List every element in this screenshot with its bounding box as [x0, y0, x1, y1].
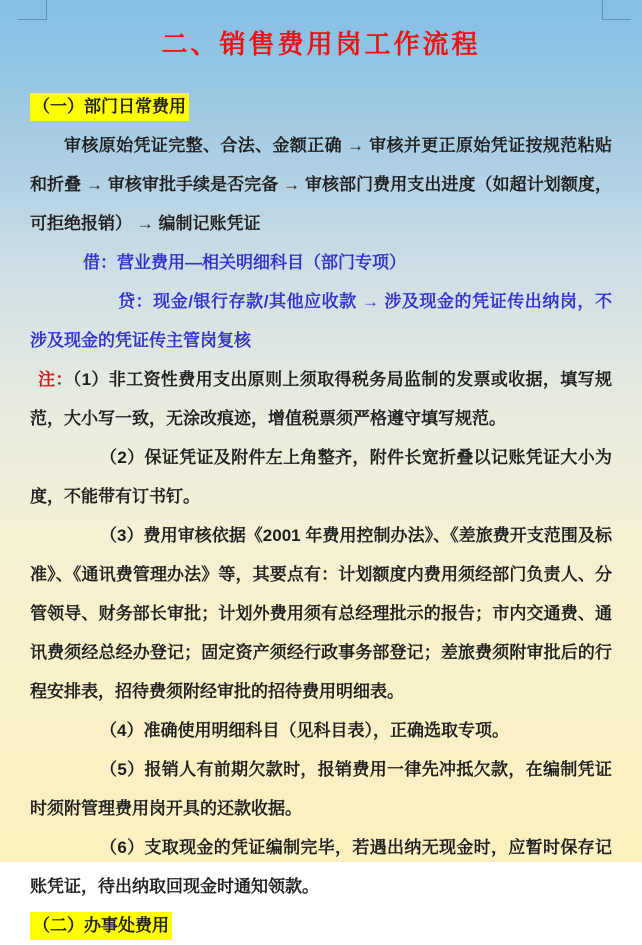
section-heading-1	[30, 87, 612, 126]
note-paragraph-6: （6）支取现金的凭证编制完毕，若遇出纳无现金时，应暂时保存记账凭证，待出纳取回现金时通知领款。	[30, 838, 612, 896]
section-heading-2-text: （二）办事处费用	[30, 912, 172, 940]
page-title: 二、销售费用岗工作流程	[161, 29, 481, 59]
section-heading-2	[30, 906, 612, 945]
note-paragraph-2: （2）保证凭证及附件左上角整齐，附件长宽折叠以记账凭证大小为度，不能带有订书钉。	[30, 448, 612, 506]
note-paragraph-4: （4）准确使用明细科目（见科目表），正确选取专项。	[100, 721, 509, 740]
debit-entry-line: 借：营业费用—相关明细科目（部门专项）	[83, 253, 406, 272]
note-paragraph-5: （5）报销人有前期欠款时，报销费用一律先冲抵欠款，在编制凭证时须附管理费用岗开具的还款收据。	[30, 760, 612, 818]
section-heading-1-text: （一）部门日常费用	[30, 93, 189, 121]
document-body	[0, 61, 642, 945]
credit-entry-line: 贷：现金/银行存款/其他应收款 → 涉及现金的凭证传出纳岗，不涉及现金的凭证传主管岗复核	[30, 292, 612, 350]
note-paragraph-1	[30, 360, 612, 438]
note-prefix: 注：	[38, 370, 73, 389]
flow-paragraph: 审核原始凭证完整、合法、金额正确 → 审核并更正原始凭证按规范粘贴和折叠 → 审核审批手续是否完备 → 审核部门费用支出进度（如超计划额度，可拒绝报销） → 编制记账凭证	[30, 136, 612, 233]
note-1-text: （1）非工资性费用支出原则上须取得税务局监制的发票或收据，填写规范，大小写一致，无涂改痕迹，增值税票须严格遵守填写规范。	[30, 370, 612, 428]
note-paragraph-3: （3）费用审核依据《2001 年费用控制办法》、《差旅费开支范围及标准》、《通讯费管理办法》等，其要点有：计划额度内费用须经部门负责人、分管领导、财务部长审批；计划外费用须有总经理批示的报告；市内交通费、通讯费须经总经办登记；固定资产须经行政事务部登记；差旅费须附审批后的行程安排表，招待费须附经审批的招待费用明细表。	[30, 526, 612, 701]
